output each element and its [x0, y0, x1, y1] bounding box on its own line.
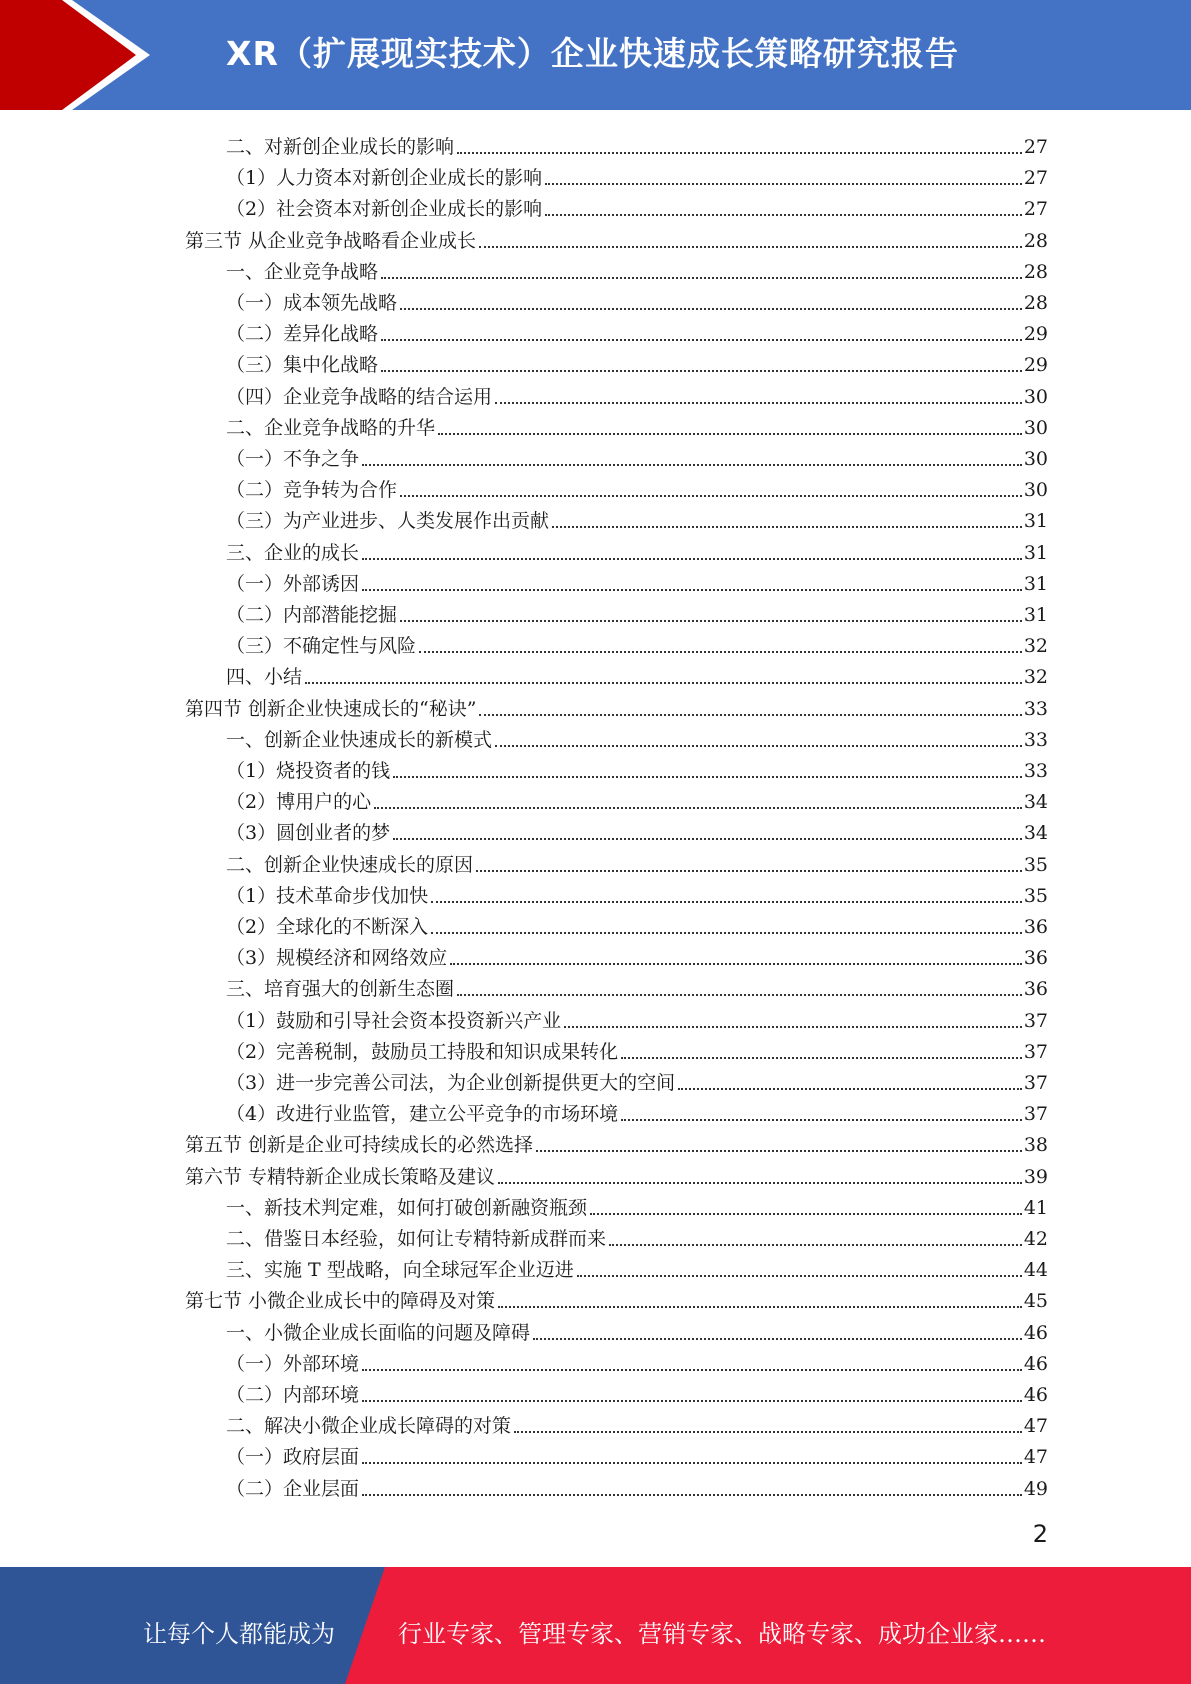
- toc-dot-leader: [536, 1150, 1022, 1152]
- toc-dot-leader: [362, 1369, 1022, 1371]
- toc-entry-page: 47: [1023, 1446, 1048, 1468]
- toc-entry[interactable]: [226, 1251, 1048, 1282]
- toc-dot-leader: [621, 1057, 1022, 1059]
- toc-entry[interactable]: [226, 1345, 1048, 1376]
- toc-dot-leader: [400, 308, 1022, 310]
- toc-entry[interactable]: [185, 1282, 1048, 1313]
- toc-entry[interactable]: [226, 190, 1048, 221]
- toc-dot-leader: [362, 1462, 1022, 1464]
- toc-dot-leader: [498, 1182, 1022, 1184]
- toc-entry-page: 35: [1023, 854, 1048, 876]
- toc-entry-label: 三、企业的成长: [226, 542, 360, 564]
- toc-entry-label: （4）改进行业监管，建立公平竞争的市场环境: [226, 1103, 619, 1125]
- toc-dot-leader: [381, 370, 1022, 372]
- toc-entry-page: 47: [1023, 1415, 1048, 1437]
- toc-dot-leader: [479, 246, 1022, 248]
- toc-entry[interactable]: [226, 783, 1048, 814]
- toc-dot-leader: [393, 838, 1022, 840]
- toc-entry-page: 42: [1023, 1228, 1048, 1250]
- toc-entry-label: （二）竞争转为合作: [226, 479, 398, 501]
- toc-dot-leader: [590, 1213, 1022, 1215]
- toc-entry-label: 一、新技术判定难，如何打破创新融资瓶颈: [226, 1197, 588, 1219]
- toc-dot-leader: [533, 1338, 1022, 1340]
- toc-entry-label: 第三节 从企业竞争战略看企业成长: [185, 230, 477, 252]
- toc-entry[interactable]: [226, 1470, 1048, 1501]
- toc-entry-page: 39: [1023, 1166, 1048, 1188]
- toc-dot-leader: [545, 183, 1022, 185]
- toc-entry-page: 32: [1023, 666, 1048, 688]
- toc-entry[interactable]: [226, 877, 1048, 908]
- toc-dot-leader: [476, 870, 1022, 872]
- footer-banner: [0, 1567, 1191, 1684]
- toc-entry-label: 二、解决小微企业成长障碍的对策: [226, 1415, 512, 1437]
- toc-dot-leader: [678, 1088, 1022, 1090]
- toc-entry[interactable]: [226, 970, 1048, 1001]
- toc-entry-label: （三）集中化战略: [226, 354, 379, 376]
- toc-entry-page: 36: [1023, 978, 1048, 1000]
- toc-entry-page: 31: [1023, 573, 1048, 595]
- header-chevron-logo: [0, 0, 150, 110]
- toc-dot-leader: [362, 464, 1022, 466]
- footer-slogan-right: 行业专家、管理专家、营销专家、战略专家、成功企业家……: [398, 1620, 1046, 1648]
- toc-dot-leader: [564, 1026, 1022, 1028]
- toc-entry-page: 30: [1023, 386, 1048, 408]
- toc-dot-leader: [381, 277, 1022, 279]
- toc-entry-page: 30: [1023, 479, 1048, 501]
- toc-entry-label: （四）企业竞争战略的结合运用: [226, 386, 493, 408]
- toc-entry-label: 二、创新企业快速成长的原因: [226, 854, 474, 876]
- toc-entry-label: （3）圆创业者的梦: [226, 822, 391, 844]
- footer-slogan-left: 让每个人都能成为: [143, 1620, 335, 1648]
- toc-dot-leader: [419, 651, 1022, 653]
- toc-entry[interactable]: [226, 534, 1048, 565]
- toc-entry-label: 二、借鉴日本经验，如何让专精特新成群而来: [226, 1228, 607, 1250]
- toc-dot-leader: [577, 1275, 1022, 1277]
- toc-entry-label: 第五节 创新是企业可持续成长的必然选择: [185, 1134, 534, 1156]
- toc-entry[interactable]: [226, 565, 1048, 596]
- toc-entry[interactable]: [226, 1376, 1048, 1407]
- toc-entry-label: （1）人力资本对新创企业成长的影响: [226, 167, 543, 189]
- toc-entry-page: 31: [1023, 604, 1048, 626]
- toc-entry[interactable]: [185, 690, 1048, 721]
- toc-entry[interactable]: [226, 253, 1048, 284]
- toc-dot-leader: [495, 402, 1022, 404]
- toc-entry-label: 四、小结: [226, 666, 303, 688]
- toc-dot-leader: [305, 682, 1022, 684]
- toc-dot-leader: [381, 339, 1022, 341]
- toc-entry-page: 29: [1023, 323, 1048, 345]
- toc-entry-page: 31: [1023, 542, 1048, 564]
- toc-entry-label: 一、创新企业快速成长的新模式: [226, 729, 493, 751]
- toc-entry-label: （2）完善税制，鼓励员工持股和知识成果转化: [226, 1041, 619, 1063]
- toc-entry-page: 28: [1023, 230, 1048, 252]
- toc-entry-page: 49: [1023, 1478, 1048, 1500]
- toc-entry-page: 27: [1023, 167, 1048, 189]
- toc-entry-page: 46: [1023, 1353, 1048, 1375]
- toc-dot-leader: [450, 963, 1022, 965]
- toc-entry-page: 46: [1023, 1384, 1048, 1406]
- toc-entry-page: 37: [1023, 1010, 1048, 1032]
- toc-entry-label: 第七节 小微企业成长中的障碍及对策: [185, 1290, 496, 1312]
- toc-entry[interactable]: [226, 1033, 1048, 1064]
- toc-entry[interactable]: [226, 471, 1048, 502]
- toc-entry-page: 27: [1023, 198, 1048, 220]
- toc-entry[interactable]: [226, 378, 1048, 409]
- toc-entry-label: （一）政府层面: [226, 1446, 360, 1468]
- toc-dot-leader: [479, 714, 1021, 716]
- toc-entry-label: （1）鼓励和引导社会资本投资新兴产业: [226, 1010, 562, 1032]
- toc-entry-page: 45: [1023, 1290, 1048, 1312]
- toc-entry-label: （3）规模经济和网络效应: [226, 947, 448, 969]
- toc-dot-leader: [621, 1119, 1022, 1121]
- toc-entry-label: （1）烧投资者的钱: [226, 760, 391, 782]
- toc-entry-label: 三、培育强大的创新生态圈: [226, 978, 455, 1000]
- toc-entry-page: 30: [1023, 417, 1048, 439]
- toc-dot-leader: [609, 1244, 1022, 1246]
- toc-entry-label: （3）进一步完善公司法，为企业创新提供更大的空间: [226, 1072, 676, 1094]
- toc-entry-page: 34: [1023, 791, 1048, 813]
- toc-entry[interactable]: [226, 1314, 1048, 1345]
- toc-entry[interactable]: [226, 596, 1048, 627]
- toc-entry-page: 33: [1023, 760, 1048, 782]
- toc-entry-label: 第六节 专精特新企业成长策略及建议: [185, 1166, 496, 1188]
- toc-dot-leader: [393, 776, 1022, 778]
- toc-entry-label: 一、小微企业成长面临的问题及障碍: [226, 1322, 531, 1344]
- toc-entry[interactable]: [226, 1189, 1048, 1220]
- toc-entry-label: 二、企业竞争战略的升华: [226, 417, 436, 439]
- toc-entry-label: （二）企业层面: [226, 1478, 360, 1500]
- toc-entry[interactable]: [226, 1407, 1048, 1438]
- toc-entry-page: 33: [1023, 698, 1048, 720]
- toc-entry-page: 33: [1023, 729, 1048, 751]
- toc-dot-leader: [400, 495, 1022, 497]
- toc-dot-leader: [362, 558, 1022, 560]
- toc-entry-label: （2）社会资本对新创企业成长的影响: [226, 198, 543, 220]
- toc-entry[interactable]: [226, 846, 1048, 877]
- toc-dot-leader: [374, 807, 1022, 809]
- toc-entry-page: 30: [1023, 448, 1048, 470]
- toc-entry-label: （一）外部诱因: [226, 573, 360, 595]
- toc-entry-label: （1）技术革命步伐加快: [226, 885, 429, 907]
- toc-entry[interactable]: [226, 409, 1048, 440]
- toc-dot-leader: [438, 433, 1022, 435]
- toc-entry[interactable]: [226, 721, 1048, 752]
- toc-entry-page: 38: [1023, 1134, 1048, 1156]
- toc-entry-label: （2）博用户的心: [226, 791, 372, 813]
- toc-entry-page: 41: [1023, 1197, 1048, 1219]
- toc-entry-page: 32: [1023, 635, 1048, 657]
- toc-entry[interactable]: [226, 1002, 1048, 1033]
- toc-entry[interactable]: [185, 1126, 1048, 1157]
- toc-entry[interactable]: [185, 1158, 1048, 1189]
- toc-entry[interactable]: [226, 752, 1048, 783]
- toc-dot-leader: [431, 901, 1022, 903]
- toc-entry-label: 一、企业竞争战略: [226, 261, 379, 283]
- toc-entry-label: （二）内部环境: [226, 1384, 360, 1406]
- toc-entry[interactable]: [226, 1438, 1048, 1469]
- toc-entry[interactable]: [226, 346, 1048, 377]
- toc-dot-leader: [514, 1431, 1022, 1433]
- toc-entry-page: 37: [1023, 1041, 1048, 1063]
- toc-dot-leader: [545, 214, 1022, 216]
- toc-dot-leader: [362, 589, 1022, 591]
- toc-entry-page: 28: [1023, 261, 1048, 283]
- toc-entry[interactable]: [226, 814, 1048, 845]
- toc-dot-leader: [457, 152, 1022, 154]
- toc-entry-page: 31: [1023, 510, 1048, 532]
- toc-dot-leader: [498, 1306, 1022, 1308]
- toc-dot-leader: [400, 620, 1022, 622]
- toc-entry-label: （一）不争之争: [226, 448, 360, 470]
- toc-entry-label: （二）差异化战略: [226, 323, 379, 345]
- toc-entry[interactable]: [226, 159, 1048, 190]
- toc-dot-leader: [457, 994, 1022, 996]
- toc-entry[interactable]: [226, 1064, 1048, 1095]
- toc-entry[interactable]: [185, 222, 1048, 253]
- toc-dot-leader: [362, 1400, 1022, 1402]
- toc-entry-page: 36: [1023, 947, 1048, 969]
- report-header: [0, 0, 1191, 110]
- toc-entry[interactable]: [226, 1095, 1048, 1126]
- toc-entry-label: （一）成本领先战略: [226, 292, 398, 314]
- toc-entry-label: （2）全球化的不断深入: [226, 916, 429, 938]
- toc-entry[interactable]: [226, 627, 1048, 658]
- toc-entry-page: 28: [1023, 292, 1048, 314]
- toc-entry[interactable]: [226, 908, 1048, 939]
- toc-entry-page: 27: [1023, 136, 1048, 158]
- toc-entry-page: 36: [1023, 916, 1048, 938]
- toc-entry[interactable]: [226, 128, 1048, 159]
- toc-entry[interactable]: [226, 939, 1048, 970]
- page-number: 2: [1032, 1520, 1048, 1548]
- toc-dot-leader: [362, 1494, 1022, 1496]
- toc-entry-label: （二）内部潜能挖掘: [226, 604, 398, 626]
- toc-entry[interactable]: [226, 284, 1048, 315]
- toc-entry-label: 二、对新创企业成长的影响: [226, 136, 455, 158]
- toc-dot-leader: [431, 932, 1022, 934]
- toc-entry-label: （一）外部环境: [226, 1353, 360, 1375]
- toc-entry-label: （三）不确定性与风险: [226, 635, 417, 657]
- toc-entry-page: 37: [1023, 1072, 1048, 1094]
- toc-entry-page: 29: [1023, 354, 1048, 376]
- toc-entry-page: 35: [1023, 885, 1048, 907]
- toc-entry-page: 46: [1023, 1322, 1048, 1344]
- report-title: XR（扩展现实技术）企业快速成长策略研究报告: [226, 34, 959, 73]
- toc-entry-page: 34: [1023, 822, 1048, 844]
- toc-entry[interactable]: [226, 1220, 1048, 1251]
- toc-entry[interactable]: [226, 315, 1048, 346]
- toc-entry-page: 37: [1023, 1103, 1048, 1125]
- toc-entry-label: 三、实施 T 型战略，向全球冠军企业迈进: [226, 1259, 574, 1281]
- toc-entry[interactable]: [226, 658, 1048, 689]
- toc-entry-label: 第四节 创新企业快速成长的“秘诀”: [185, 698, 477, 720]
- toc-dot-leader: [552, 526, 1022, 528]
- toc-entry-label: （三）为产业进步、人类发展作出贡献: [226, 510, 550, 532]
- toc-dot-leader: [495, 745, 1022, 747]
- toc-entry-page: 44: [1023, 1259, 1048, 1281]
- toc-entry[interactable]: [226, 502, 1048, 533]
- toc-entry[interactable]: [226, 440, 1048, 471]
